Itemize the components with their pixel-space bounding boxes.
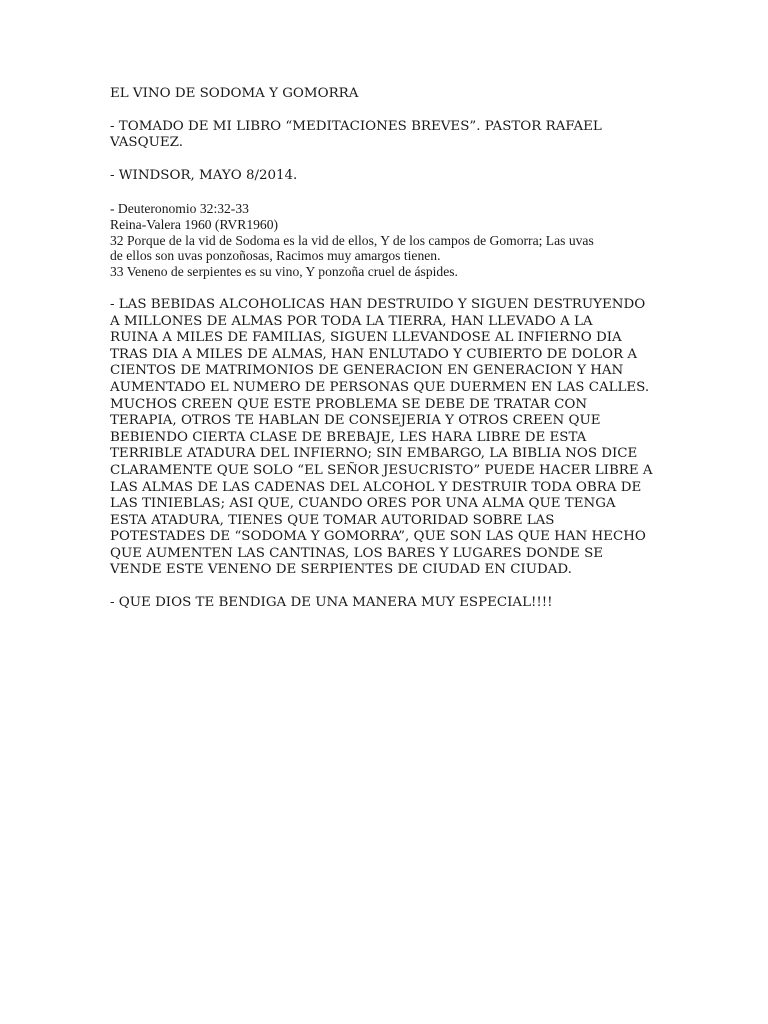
spacer — [110, 579, 658, 595]
spacer — [110, 280, 658, 297]
bible-version: Reina-Valera 1960 (RVR1960) — [110, 216, 279, 232]
body-line: MUCHOS CREEN QUE ESTE PROBLEMA SE DEBE DE TRATAR CON — [110, 396, 588, 412]
body-paragraph — [110, 297, 658, 579]
verse-32: 32 Porque de la vid de Sodoma es la vid de ellos, Y de los campos de Gomorra; Las uvas — [110, 232, 594, 248]
body-line: TERAPIA, OTROS TE HABLAN DE CONSEJERIA Y OTROS CREEN QUE — [110, 413, 601, 429]
spacer — [110, 184, 658, 201]
place-date: - WINDSOR, MAYO 8/2014. — [110, 167, 298, 183]
source-line: - TOMADO DE MI LIBRO “MEDITACIONES BREVES”. PASTOR RAFAEL — [110, 118, 602, 134]
body-line: CIENTOS DE MATRIMONIOS DE GENERACION EN GENERACION Y HAN — [110, 363, 624, 379]
body-line: RUINA A MILES DE FAMILIAS, SIGUEN LLEVANDOSE AL INFIERNO DIA — [110, 330, 622, 346]
body-line: CLARAMENTE QUE SOLO “EL SEÑOR JESUCRISTO” PUEDE HACER LIBRE A — [110, 462, 653, 478]
body-line: QUE AUMENTEN LAS CANTINAS, LOS BARES Y LUGARES DONDE SE — [110, 545, 604, 561]
source-line: VASQUEZ. — [110, 135, 183, 150]
body-line: TRAS DIA A MILES DE ALMAS, HAN ENLUTADO Y CUBIERTO DE DOLOR A — [110, 346, 638, 362]
body-line: - LAS BEBIDAS ALCOHOLICAS HAN DESTRUIDO Y SIGUEN DESTRUYENDO — [110, 296, 646, 312]
verse-33: 33 Veneno de serpientes es su vino, Y ponzoña cruel de áspides. — [110, 264, 458, 280]
spacer — [110, 103, 658, 119]
body-line: AUMENTADO EL NUMERO DE PERSONAS QUE DUERMEN EN LAS CALLES. — [110, 379, 650, 395]
verse-32: de ellos son uvas ponzoñosas, Racimos muy amargos tienen. — [110, 248, 441, 264]
body-line: LAS TINIEBLAS; ASI QUE, CUANDO ORES POR UNA ALMA QUE TENGA — [110, 496, 616, 512]
body-line: VENDE ESTE VENENO DE SERPIENTES DE CIUDAD EN CIUDAD. — [110, 562, 572, 578]
body-line: A MILLONES DE ALMAS POR TODA LA TIERRA, HAN LLEVADO A LA — [110, 313, 593, 329]
body-line: BEBIENDO CIERTA CLASE DE BREBAJE, LES HARA LIBRE DE ESTA — [110, 429, 587, 445]
document-page — [110, 86, 658, 612]
closing-line: - QUE DIOS TE BENDIGA DE UNA MANERA MUY ESPECIAL!!!! — [110, 595, 553, 611]
spacer — [110, 152, 658, 168]
body-line: ESTA ATADURA, TIENES QUE TOMAR AUTORIDAD SOBRE LAS — [110, 512, 555, 528]
body-line: POTESTADES DE “SODOMA Y GOMORRA”, QUE SON LAS QUE HAN HECHO — [110, 529, 646, 545]
document-title: EL VINO DE SODOMA Y GOMORRA — [110, 86, 359, 101]
body-line: LAS ALMAS DE LAS CADENAS DEL ALCOHOL Y DESTRUIR TODA OBRA DE — [110, 479, 642, 495]
body-line: TERRIBLE ATADURA DEL INFIERNO; SIN EMBARGO, LA BIBLIA NOS DICE — [110, 446, 638, 462]
verse-reference: - Deuteronomio 32:32-33 — [110, 201, 249, 216]
